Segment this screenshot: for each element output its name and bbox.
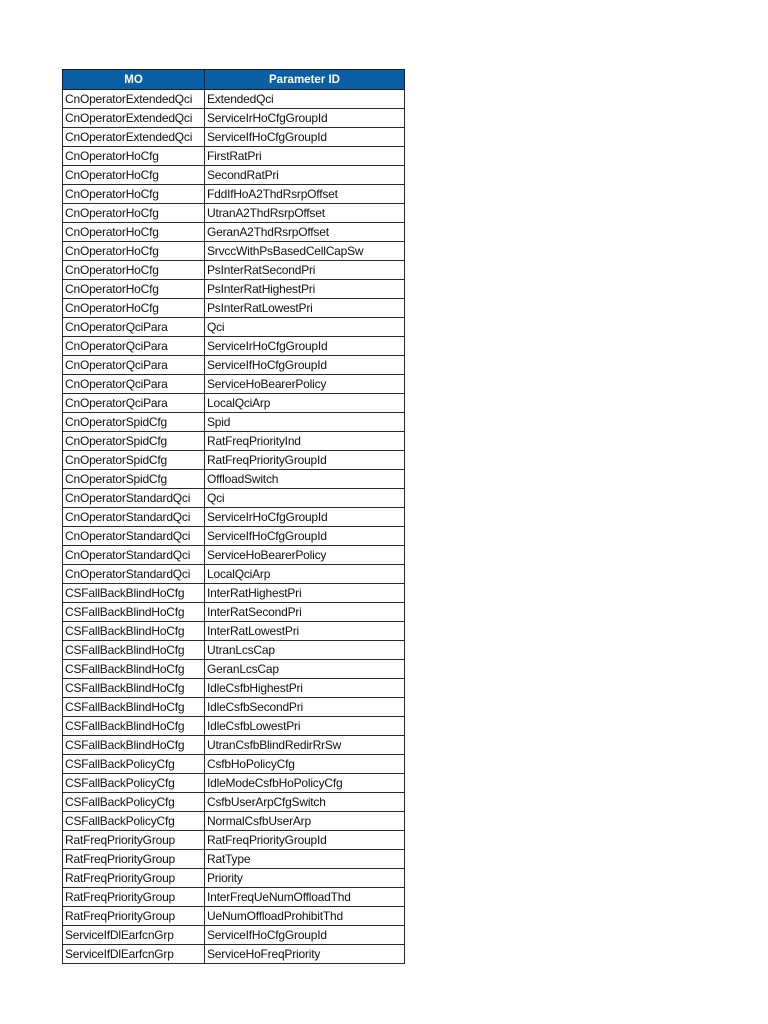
cell-mo[interactable]: CSFallBackPolicyCfg — [63, 755, 205, 774]
cell-parameter-id[interactable]: ServiceHoBearerPolicy — [205, 375, 405, 394]
cell-parameter-id[interactable]: FirstRatPri — [205, 147, 405, 166]
table-row — [63, 736, 405, 755]
cell-mo[interactable]: CnOperatorHoCfg — [63, 185, 205, 204]
table-row — [63, 470, 405, 489]
cell-mo[interactable]: CnOperatorStandardQci — [63, 546, 205, 565]
cell-mo[interactable]: CSFallBackPolicyCfg — [63, 812, 205, 831]
table-row — [63, 223, 405, 242]
table-row — [63, 413, 405, 432]
cell-mo[interactable]: CSFallBackBlindHoCfg — [63, 717, 205, 736]
table-row — [63, 831, 405, 850]
cell-mo[interactable]: RatFreqPriorityGroup — [63, 907, 205, 926]
table-row — [63, 147, 405, 166]
cell-mo[interactable]: RatFreqPriorityGroup — [63, 831, 205, 850]
cell-mo[interactable]: CSFallBackBlindHoCfg — [63, 698, 205, 717]
cell-parameter-id[interactable]: ServiceIrHoCfgGroupId — [205, 508, 405, 527]
cell-parameter-id[interactable]: ExtendedQci — [205, 90, 405, 109]
table-row — [63, 812, 405, 831]
cell-mo[interactable]: CSFallBackPolicyCfg — [63, 793, 205, 812]
column-header-mo[interactable]: MO — [63, 70, 205, 90]
table-row — [63, 128, 405, 147]
cell-parameter-id[interactable]: UtranA2ThdRsrpOffset — [205, 204, 405, 223]
cell-mo[interactable]: CnOperatorExtendedQci — [63, 90, 205, 109]
cell-parameter-id[interactable]: IdleCsfbHighestPri — [205, 679, 405, 698]
cell-mo[interactable]: CnOperatorSpidCfg — [63, 451, 205, 470]
table-row — [63, 641, 405, 660]
table-row — [63, 394, 405, 413]
table-row — [63, 375, 405, 394]
cell-parameter-id[interactable]: Qci — [205, 489, 405, 508]
cell-parameter-id[interactable]: LocalQciArp — [205, 394, 405, 413]
table-row — [63, 565, 405, 584]
table-row — [63, 907, 405, 926]
table-row — [63, 432, 405, 451]
table-row — [63, 774, 405, 793]
column-header-parameter-id[interactable]: Parameter ID — [205, 70, 405, 90]
cell-parameter-id[interactable]: InterFreqUeNumOffloadThd — [205, 888, 405, 907]
cell-parameter-id[interactable]: Qci — [205, 318, 405, 337]
cell-mo[interactable]: CnOperatorHoCfg — [63, 261, 205, 280]
table-row — [63, 280, 405, 299]
table-header — [63, 70, 405, 90]
cell-mo[interactable]: CSFallBackPolicyCfg — [63, 774, 205, 793]
cell-parameter-id[interactable]: ServiceIfHoCfgGroupId — [205, 926, 405, 945]
cell-parameter-id[interactable]: ServiceIfHoCfgGroupId — [205, 356, 405, 375]
cell-mo[interactable]: CSFallBackBlindHoCfg — [63, 584, 205, 603]
cell-mo[interactable]: CnOperatorQciPara — [63, 318, 205, 337]
cell-mo[interactable]: ServiceIfDlEarfcnGrp — [63, 926, 205, 945]
cell-parameter-id[interactable]: GeranLcsCap — [205, 660, 405, 679]
cell-mo[interactable]: CnOperatorHoCfg — [63, 147, 205, 166]
cell-parameter-id[interactable]: RatFreqPriorityInd — [205, 432, 405, 451]
table-row — [63, 926, 405, 945]
cell-parameter-id[interactable]: FddIfHoA2ThdRsrpOffset — [205, 185, 405, 204]
table-row — [63, 717, 405, 736]
cell-mo[interactable]: CnOperatorHoCfg — [63, 242, 205, 261]
table-row — [63, 185, 405, 204]
table-row — [63, 242, 405, 261]
table-row — [63, 869, 405, 888]
cell-mo[interactable]: RatFreqPriorityGroup — [63, 850, 205, 869]
cell-parameter-id[interactable]: RatType — [205, 850, 405, 869]
cell-mo[interactable]: CnOperatorHoCfg — [63, 223, 205, 242]
cell-mo[interactable]: CnOperatorQciPara — [63, 356, 205, 375]
cell-parameter-id[interactable]: Priority — [205, 869, 405, 888]
cell-parameter-id[interactable]: ServiceIfHoCfgGroupId — [205, 527, 405, 546]
table-row — [63, 261, 405, 280]
cell-parameter-id[interactable]: IdleCsfbSecondPri — [205, 698, 405, 717]
table-row — [63, 679, 405, 698]
spreadsheet-sheet — [62, 69, 405, 964]
cell-parameter-id[interactable]: PsInterRatHighestPri — [205, 280, 405, 299]
header-row — [63, 70, 405, 90]
cell-parameter-id[interactable]: CsfbHoPolicyCfg — [205, 755, 405, 774]
cell-mo[interactable]: CSFallBackBlindHoCfg — [63, 679, 205, 698]
table-row — [63, 622, 405, 641]
cell-parameter-id[interactable]: Spid — [205, 413, 405, 432]
table-row — [63, 945, 405, 964]
table-row — [63, 337, 405, 356]
cell-parameter-id[interactable]: PsInterRatLowestPri — [205, 299, 405, 318]
cell-mo[interactable]: RatFreqPriorityGroup — [63, 869, 205, 888]
cell-parameter-id[interactable]: UtranLcsCap — [205, 641, 405, 660]
table-row — [63, 166, 405, 185]
cell-mo[interactable]: CnOperatorHoCfg — [63, 299, 205, 318]
cell-parameter-id[interactable]: GeranA2ThdRsrpOffset — [205, 223, 405, 242]
table-row — [63, 299, 405, 318]
table-row — [63, 527, 405, 546]
table-row — [63, 793, 405, 812]
table-row — [63, 698, 405, 717]
cell-parameter-id[interactable]: ServiceIrHoCfgGroupId — [205, 109, 405, 128]
cell-parameter-id[interactable]: InterRatLowestPri — [205, 622, 405, 641]
cell-mo[interactable]: CSFallBackBlindHoCfg — [63, 736, 205, 755]
cell-parameter-id[interactable]: RatFreqPriorityGroupId — [205, 831, 405, 850]
cell-mo[interactable]: CnOperatorSpidCfg — [63, 470, 205, 489]
table-row — [63, 451, 405, 470]
table-row — [63, 204, 405, 223]
cell-parameter-id[interactable]: InterRatHighestPri — [205, 584, 405, 603]
cell-parameter-id[interactable]: ServiceIfHoCfgGroupId — [205, 128, 405, 147]
table-row — [63, 318, 405, 337]
table-row — [63, 584, 405, 603]
table-body — [63, 90, 405, 964]
cell-mo[interactable]: CnOperatorSpidCfg — [63, 413, 205, 432]
cell-parameter-id[interactable]: UtranCsfbBlindRedirRrSw — [205, 736, 405, 755]
cell-parameter-id[interactable]: CsfbUserArpCfgSwitch — [205, 793, 405, 812]
cell-parameter-id[interactable]: IdleCsfbLowestPri — [205, 717, 405, 736]
cell-parameter-id[interactable]: RatFreqPriorityGroupId — [205, 451, 405, 470]
table-row — [63, 356, 405, 375]
table-row — [63, 850, 405, 869]
table-row — [63, 508, 405, 527]
cell-mo[interactable]: CSFallBackBlindHoCfg — [63, 660, 205, 679]
cell-mo[interactable]: CnOperatorExtendedQci — [63, 128, 205, 147]
cell-parameter-id[interactable]: OffloadSwitch — [205, 470, 405, 489]
cell-parameter-id[interactable]: LocalQciArp — [205, 565, 405, 584]
cell-parameter-id[interactable]: SrvccWithPsBasedCellCapSw — [205, 242, 405, 261]
cell-mo[interactable]: CnOperatorQciPara — [63, 375, 205, 394]
cell-parameter-id[interactable]: ServiceHoFreqPriority — [205, 945, 405, 964]
cell-parameter-id[interactable]: PsInterRatSecondPri — [205, 261, 405, 280]
cell-parameter-id[interactable]: UeNumOffloadProhibitThd — [205, 907, 405, 926]
cell-mo[interactable]: RatFreqPriorityGroup — [63, 888, 205, 907]
cell-mo[interactable]: CnOperatorStandardQci — [63, 565, 205, 584]
cell-mo[interactable]: CnOperatorHoCfg — [63, 166, 205, 185]
cell-mo[interactable]: CSFallBackBlindHoCfg — [63, 622, 205, 641]
cell-mo[interactable]: CnOperatorQciPara — [63, 394, 205, 413]
cell-mo[interactable]: CnOperatorStandardQci — [63, 489, 205, 508]
table-row — [63, 109, 405, 128]
cell-parameter-id[interactable]: InterRatSecondPri — [205, 603, 405, 622]
cell-mo[interactable]: CnOperatorSpidCfg — [63, 432, 205, 451]
table-row — [63, 888, 405, 907]
parameter-table — [62, 69, 405, 964]
table-row — [63, 90, 405, 109]
table-row — [63, 546, 405, 565]
cell-mo[interactable]: CnOperatorHoCfg — [63, 204, 205, 223]
cell-mo[interactable]: CnOperatorHoCfg — [63, 280, 205, 299]
table-row — [63, 755, 405, 774]
cell-parameter-id[interactable]: ServiceHoBearerPolicy — [205, 546, 405, 565]
cell-mo[interactable]: CnOperatorStandardQci — [63, 527, 205, 546]
cell-parameter-id[interactable]: IdleModeCsfbHoPolicyCfg — [205, 774, 405, 793]
cell-mo[interactable]: CSFallBackBlindHoCfg — [63, 641, 205, 660]
cell-mo[interactable]: CnOperatorQciPara — [63, 337, 205, 356]
cell-mo[interactable]: CSFallBackBlindHoCfg — [63, 603, 205, 622]
table-row — [63, 489, 405, 508]
cell-parameter-id[interactable]: NormalCsfbUserArp — [205, 812, 405, 831]
cell-mo[interactable]: CnOperatorExtendedQci — [63, 109, 205, 128]
cell-mo[interactable]: ServiceIfDlEarfcnGrp — [63, 945, 205, 964]
table-row — [63, 660, 405, 679]
cell-parameter-id[interactable]: ServiceIrHoCfgGroupId — [205, 337, 405, 356]
cell-mo[interactable]: CnOperatorStandardQci — [63, 508, 205, 527]
table-row — [63, 603, 405, 622]
cell-parameter-id[interactable]: SecondRatPri — [205, 166, 405, 185]
